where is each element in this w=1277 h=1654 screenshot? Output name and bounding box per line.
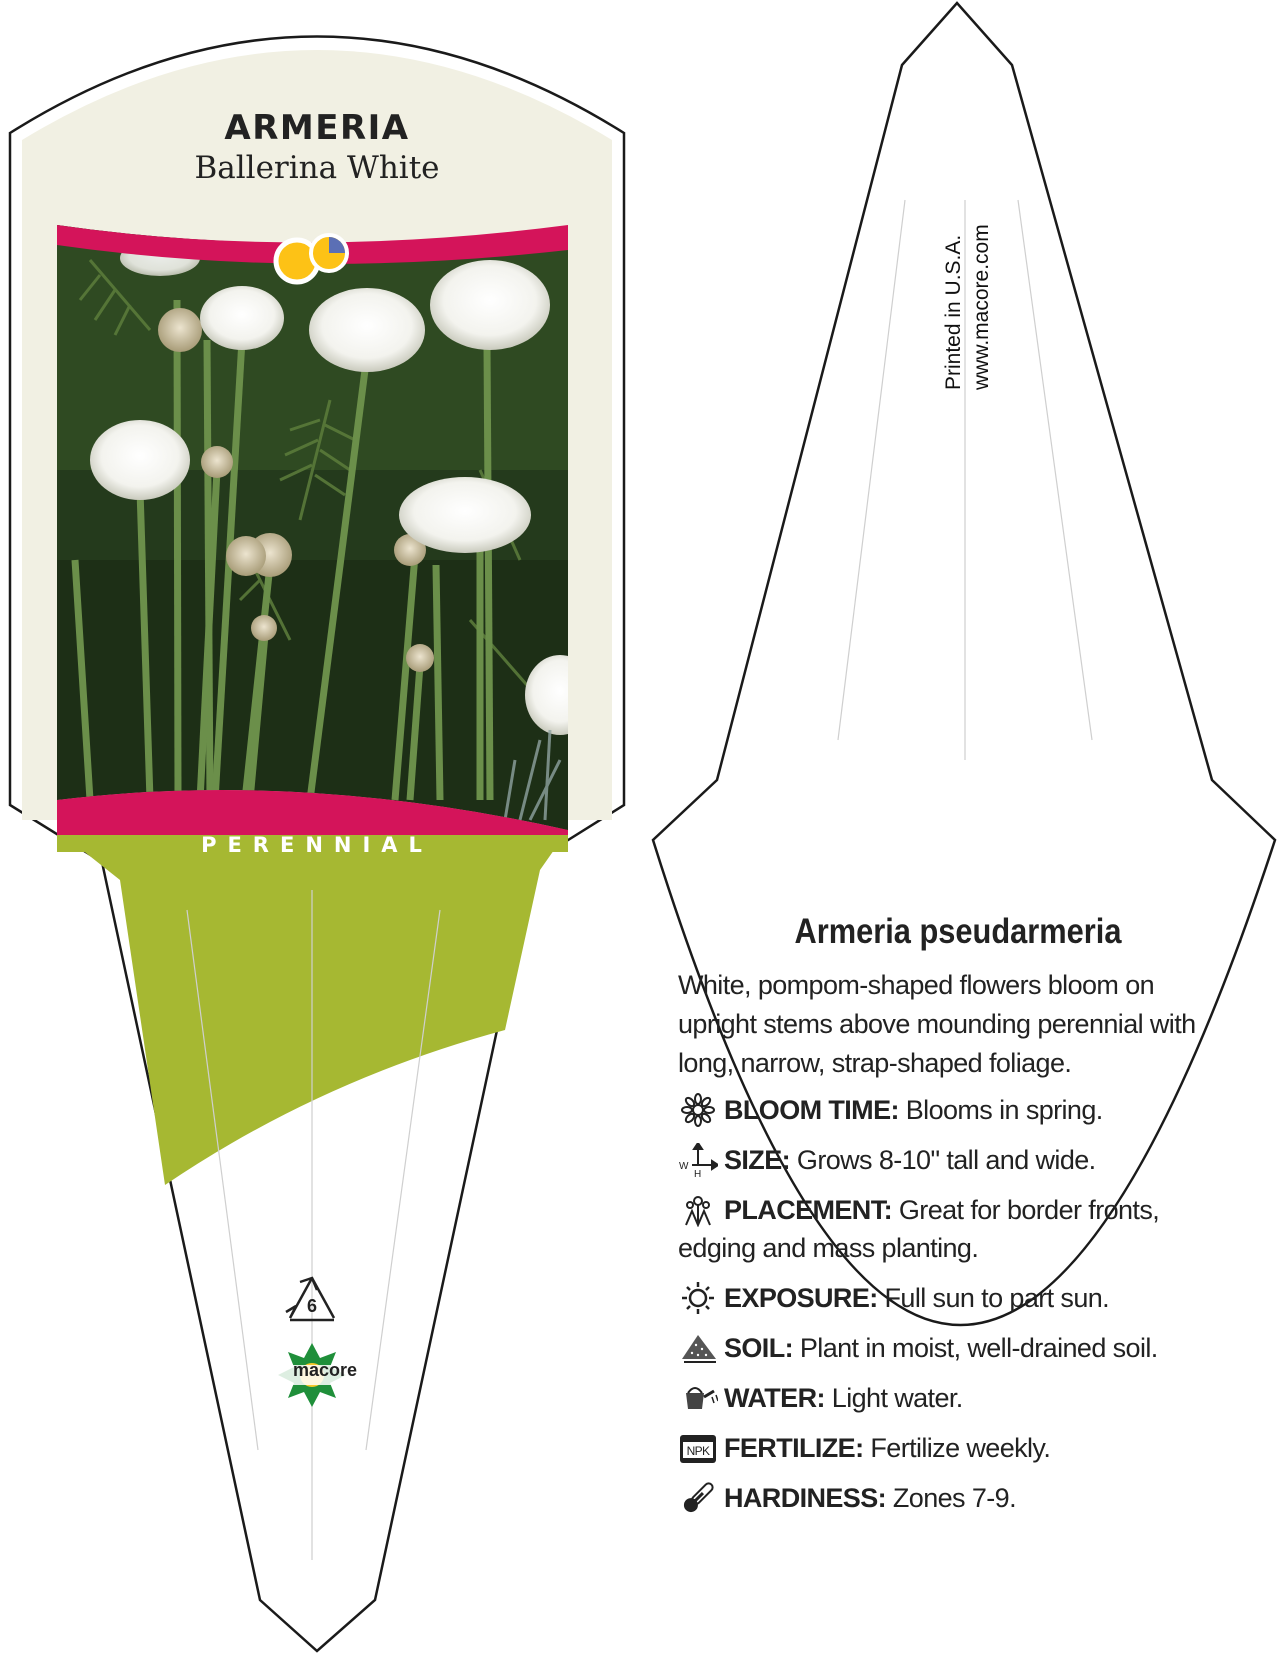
plant-category-label: PERENNIAL — [201, 833, 433, 857]
care-row-water — [678, 1379, 1238, 1417]
care-row-soil — [678, 1329, 1238, 1367]
care-label: WATER: — [724, 1383, 825, 1413]
care-label: EXPOSURE: — [724, 1283, 878, 1313]
care-text: Blooms in spring. — [898, 1095, 1103, 1125]
plant-genus-title: ARMERIA — [224, 108, 410, 148]
care-info-panel — [678, 912, 1238, 1529]
plant-description: White, pompom-shaped flowers bloom on upright stems above mounding perennial with long, narrow, strap-shaped foliage. — [678, 970, 1196, 1078]
care-label: FERTILIZE: — [724, 1433, 864, 1463]
botanical-name: Armeria pseudarmeria — [794, 912, 1122, 951]
watering-can-icon — [678, 1381, 718, 1415]
size-arrows-icon — [678, 1143, 718, 1177]
care-label: SIZE: — [724, 1145, 791, 1175]
care-label: HARDINESS: — [724, 1483, 887, 1513]
care-label: PLACEMENT: — [724, 1195, 892, 1225]
printed-in-usa: Printed in U.S.A. — [942, 234, 965, 390]
recycle-code: 6 — [306, 1296, 317, 1316]
care-row-bloom-time — [678, 1091, 1238, 1129]
brand-logo-text: macore — [292, 1360, 358, 1380]
website-url: www.macore.com — [970, 224, 993, 390]
care-text: Plant in moist, well-drained soil. — [793, 1333, 1158, 1363]
care-row-fertilize — [678, 1429, 1238, 1467]
thermometer-icon — [678, 1481, 718, 1515]
npk-icon — [678, 1431, 718, 1465]
printed-info — [940, 224, 996, 390]
care-label: BLOOM TIME: — [724, 1095, 899, 1125]
care-text: Grows 8-10" tall and wide. — [790, 1145, 1096, 1175]
care-text: Full sun to part sun. — [877, 1283, 1110, 1313]
care-row-exposure — [678, 1279, 1238, 1317]
soil-icon — [678, 1331, 718, 1365]
svg-text:H: H — [694, 1169, 701, 1177]
care-text: Zones 7-9. — [886, 1483, 1016, 1513]
care-text: Fertilize weekly. — [863, 1433, 1051, 1463]
plant-cultivar-name: Ballerina White — [194, 150, 440, 186]
flower-photo — [57, 220, 595, 840]
care-row-hardiness — [678, 1479, 1238, 1517]
svg-text:W: W — [679, 1161, 688, 1172]
sun-icon — [678, 1281, 718, 1315]
flower-icon — [678, 1093, 718, 1127]
care-label: SOIL: — [724, 1333, 793, 1363]
care-text: Great for border fronts, edging and mass planting. — [678, 1195, 1160, 1263]
care-text: Light water. — [824, 1383, 963, 1413]
care-row-placement — [678, 1191, 1238, 1267]
svg-text:NPK: NPK — [686, 1444, 710, 1458]
care-row-size — [678, 1141, 1238, 1179]
placement-icon — [678, 1193, 718, 1227]
